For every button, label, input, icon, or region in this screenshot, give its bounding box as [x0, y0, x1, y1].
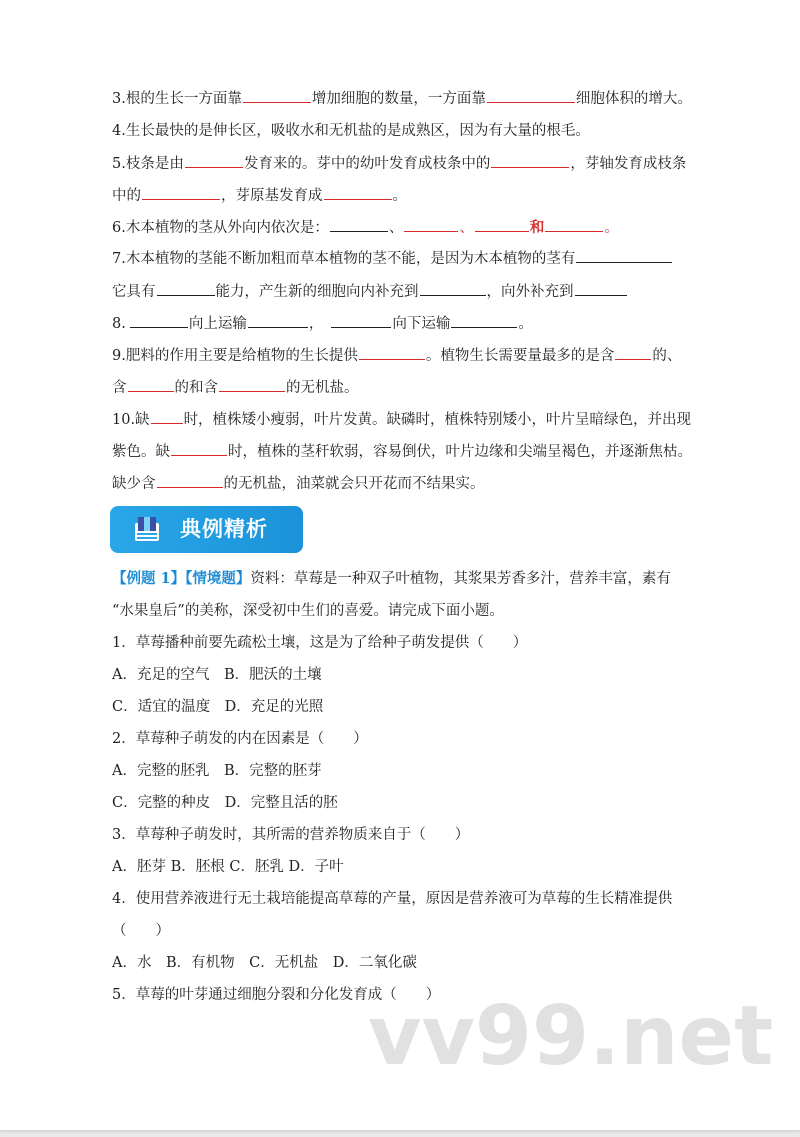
q10-blank-2[interactable]: [171, 441, 227, 456]
sub-question-1-options-2[interactable]: C．适宜的温度 D．充足的光照: [112, 699, 324, 715]
q9-blank-2[interactable]: [615, 345, 651, 360]
q6-blank-4[interactable]: [545, 217, 603, 232]
q9-text-4: 含: [112, 380, 127, 396]
q7-blank-3[interactable]: [420, 281, 486, 296]
q6-blank-1[interactable]: [330, 217, 388, 232]
q6-text-3: 、: [459, 220, 474, 236]
q5-blank-1[interactable]: [185, 153, 243, 168]
q5-blank-2[interactable]: [491, 153, 569, 168]
question-9: [112, 345, 681, 366]
q10-text-5: 缺少含: [112, 476, 156, 492]
q10-text-2: 时，植株矮小瘦弱，叶片发黄。缺磷时，植株特别矮小，叶片呈暗绿色，并出现: [183, 412, 692, 428]
sub-question-1-options-1[interactable]: A．充足的空气 B．肥沃的土壤: [112, 667, 322, 683]
q6-text-1: 6.木本植物的茎从外向内依次是：: [112, 220, 329, 236]
example-intro-text-2: “水果皇后”的美称，深受初中生们的喜爱。请完成下面小题。: [112, 603, 504, 619]
question-5-cont: [112, 185, 407, 206]
q7-blank-2[interactable]: [157, 281, 215, 296]
q8-text-4: 向下运输: [392, 316, 451, 332]
q5-blank-4[interactable]: [324, 185, 392, 200]
q5-text-6: 。: [392, 188, 407, 204]
q10-text-4: 时，植株的茎秆软弱，容易倒伏，叶片边缘和尖端呈褐色，并逐渐焦枯。: [228, 444, 692, 460]
example-intro-cont: [112, 601, 504, 621]
q8-text-5: 。: [518, 316, 533, 332]
sub-question-4: 4．使用营养液进行无土栽培能提高草莓的产量，原因是营养液可为草莓的生长精准提供: [112, 891, 673, 907]
q9-text-1: 9.肥料的作用主要是给植物的生长提供: [112, 348, 358, 364]
q7-text-1: 7.木本植物的茎能不断加粗而草本植物的茎不能，是因为木本植物的茎有: [112, 251, 576, 267]
q5-text-1: 5.枝条是由: [112, 156, 184, 172]
q3-text-2: 增加细胞的数量，一方面靠: [311, 91, 486, 107]
question-7: [112, 248, 673, 269]
q9-text-5: 的和含: [174, 380, 218, 396]
banner-title: 典例精析: [180, 517, 268, 541]
question-8: [112, 313, 533, 334]
sub-question-2-options-2[interactable]: C．完整的种皮 D．完整且活的胚: [112, 795, 338, 811]
question-4: [112, 121, 590, 141]
q6-text-5: 。: [604, 220, 619, 236]
q6-text-4: 和: [529, 219, 545, 236]
question-6: [112, 217, 619, 238]
q10-text-6: 的无机盐，油菜就会只开花而不结果实。: [223, 476, 485, 492]
q7-text-2: 它具有: [112, 284, 156, 300]
sub-question-1: 1．草莓播种前要先疏松土壤，这是为了给种子萌发提供（ ）: [112, 635, 528, 651]
q8-text-2: 向上运输: [188, 316, 247, 332]
q9-text-2: 。植物生长需要量最多的是含: [425, 348, 615, 364]
q6-blank-2[interactable]: [404, 217, 458, 232]
q5-text-3: ，芽轴发育成枝条: [570, 156, 687, 172]
q9-blank-4[interactable]: [219, 377, 285, 392]
sub-question-3-options[interactable]: A．胚芽 B．胚根 C．胚乳 D．子叶: [112, 859, 344, 875]
q8-blank-4[interactable]: [451, 313, 517, 328]
sub-question-5: 5．草莓的叶芽通过细胞分裂和分化发育成（ ）: [112, 987, 441, 1003]
q8-text-1: 8.: [112, 316, 126, 332]
q9-text-3: 的、: [652, 348, 682, 364]
q8-blank-3[interactable]: [331, 313, 391, 328]
q7-text-4: ，向外补充到: [486, 284, 574, 300]
example-intro-text-1: 资料：草莓是一种双子叶植物，其浆果芳香多汁，营养丰富，素有: [250, 571, 671, 587]
watermark: vv99.net: [368, 989, 774, 1084]
question-10: [112, 409, 691, 430]
q5-blank-3[interactable]: [142, 185, 220, 200]
q5-text-5: ，芽原基发育成: [221, 188, 323, 204]
q10-text-3: 紫色。缺: [112, 444, 170, 460]
sub-question-3: 3．草莓种子萌发时，其所需的营养物质来自于（ ）: [112, 827, 470, 843]
q7-blank-4[interactable]: [575, 281, 627, 296]
example-tag: 【例题 1】【情境题】: [112, 570, 251, 587]
question-7-cont: [112, 281, 628, 302]
q3-blank-2[interactable]: [487, 88, 575, 103]
example-intro: [112, 569, 671, 589]
sub-question-4-paren: （ ）: [112, 923, 170, 939]
q8-text-3: ，: [308, 316, 324, 332]
sub-question-2-options-1[interactable]: A．完整的胚乳 B．完整的胚芽: [112, 763, 322, 779]
q3-text-1: 3.根的生长一方面靠: [112, 91, 242, 107]
q10-blank-1[interactable]: [151, 409, 183, 424]
q6-text-2: 、: [388, 220, 404, 236]
question-5: [112, 153, 686, 174]
question-10-cont-1: [112, 441, 692, 462]
q6-blank-3[interactable]: [475, 217, 529, 232]
q5-text-4: 中的: [112, 188, 141, 204]
q9-text-6: 的无机盐。: [286, 380, 359, 396]
book-icon: [132, 515, 162, 543]
question-9-cont: [112, 377, 359, 398]
q7-blank-1[interactable]: [576, 248, 672, 263]
sub-question-2: 2．草莓种子萌发的内在因素是（ ）: [112, 731, 368, 747]
q10-text-1: 10.缺: [112, 412, 150, 428]
q9-blank-1[interactable]: [359, 345, 425, 360]
q4-text: 4.生长最快的是伸长区，吸收水和无机盐的是成熟区，因为有大量的根毛。: [112, 123, 590, 139]
q3-blank-1[interactable]: [243, 88, 311, 103]
q8-blank-1[interactable]: [130, 313, 188, 328]
q9-blank-3[interactable]: [128, 377, 174, 392]
q10-blank-3[interactable]: [157, 473, 223, 488]
question-3: [112, 88, 692, 109]
q5-text-2: 发育来的。芽中的幼叶发育成枝条中的: [243, 156, 491, 172]
q8-blank-2[interactable]: [248, 313, 308, 328]
question-10-cont-2: [112, 473, 485, 494]
section-banner: [110, 506, 303, 553]
q3-text-3: 细胞体积的增大。: [575, 91, 692, 107]
q7-text-3: 能力，产生新的细胞向内补充到: [215, 284, 419, 300]
sub-question-4-options[interactable]: A．水 B．有机物 C．无机盐 D．二氧化碳: [112, 955, 417, 971]
